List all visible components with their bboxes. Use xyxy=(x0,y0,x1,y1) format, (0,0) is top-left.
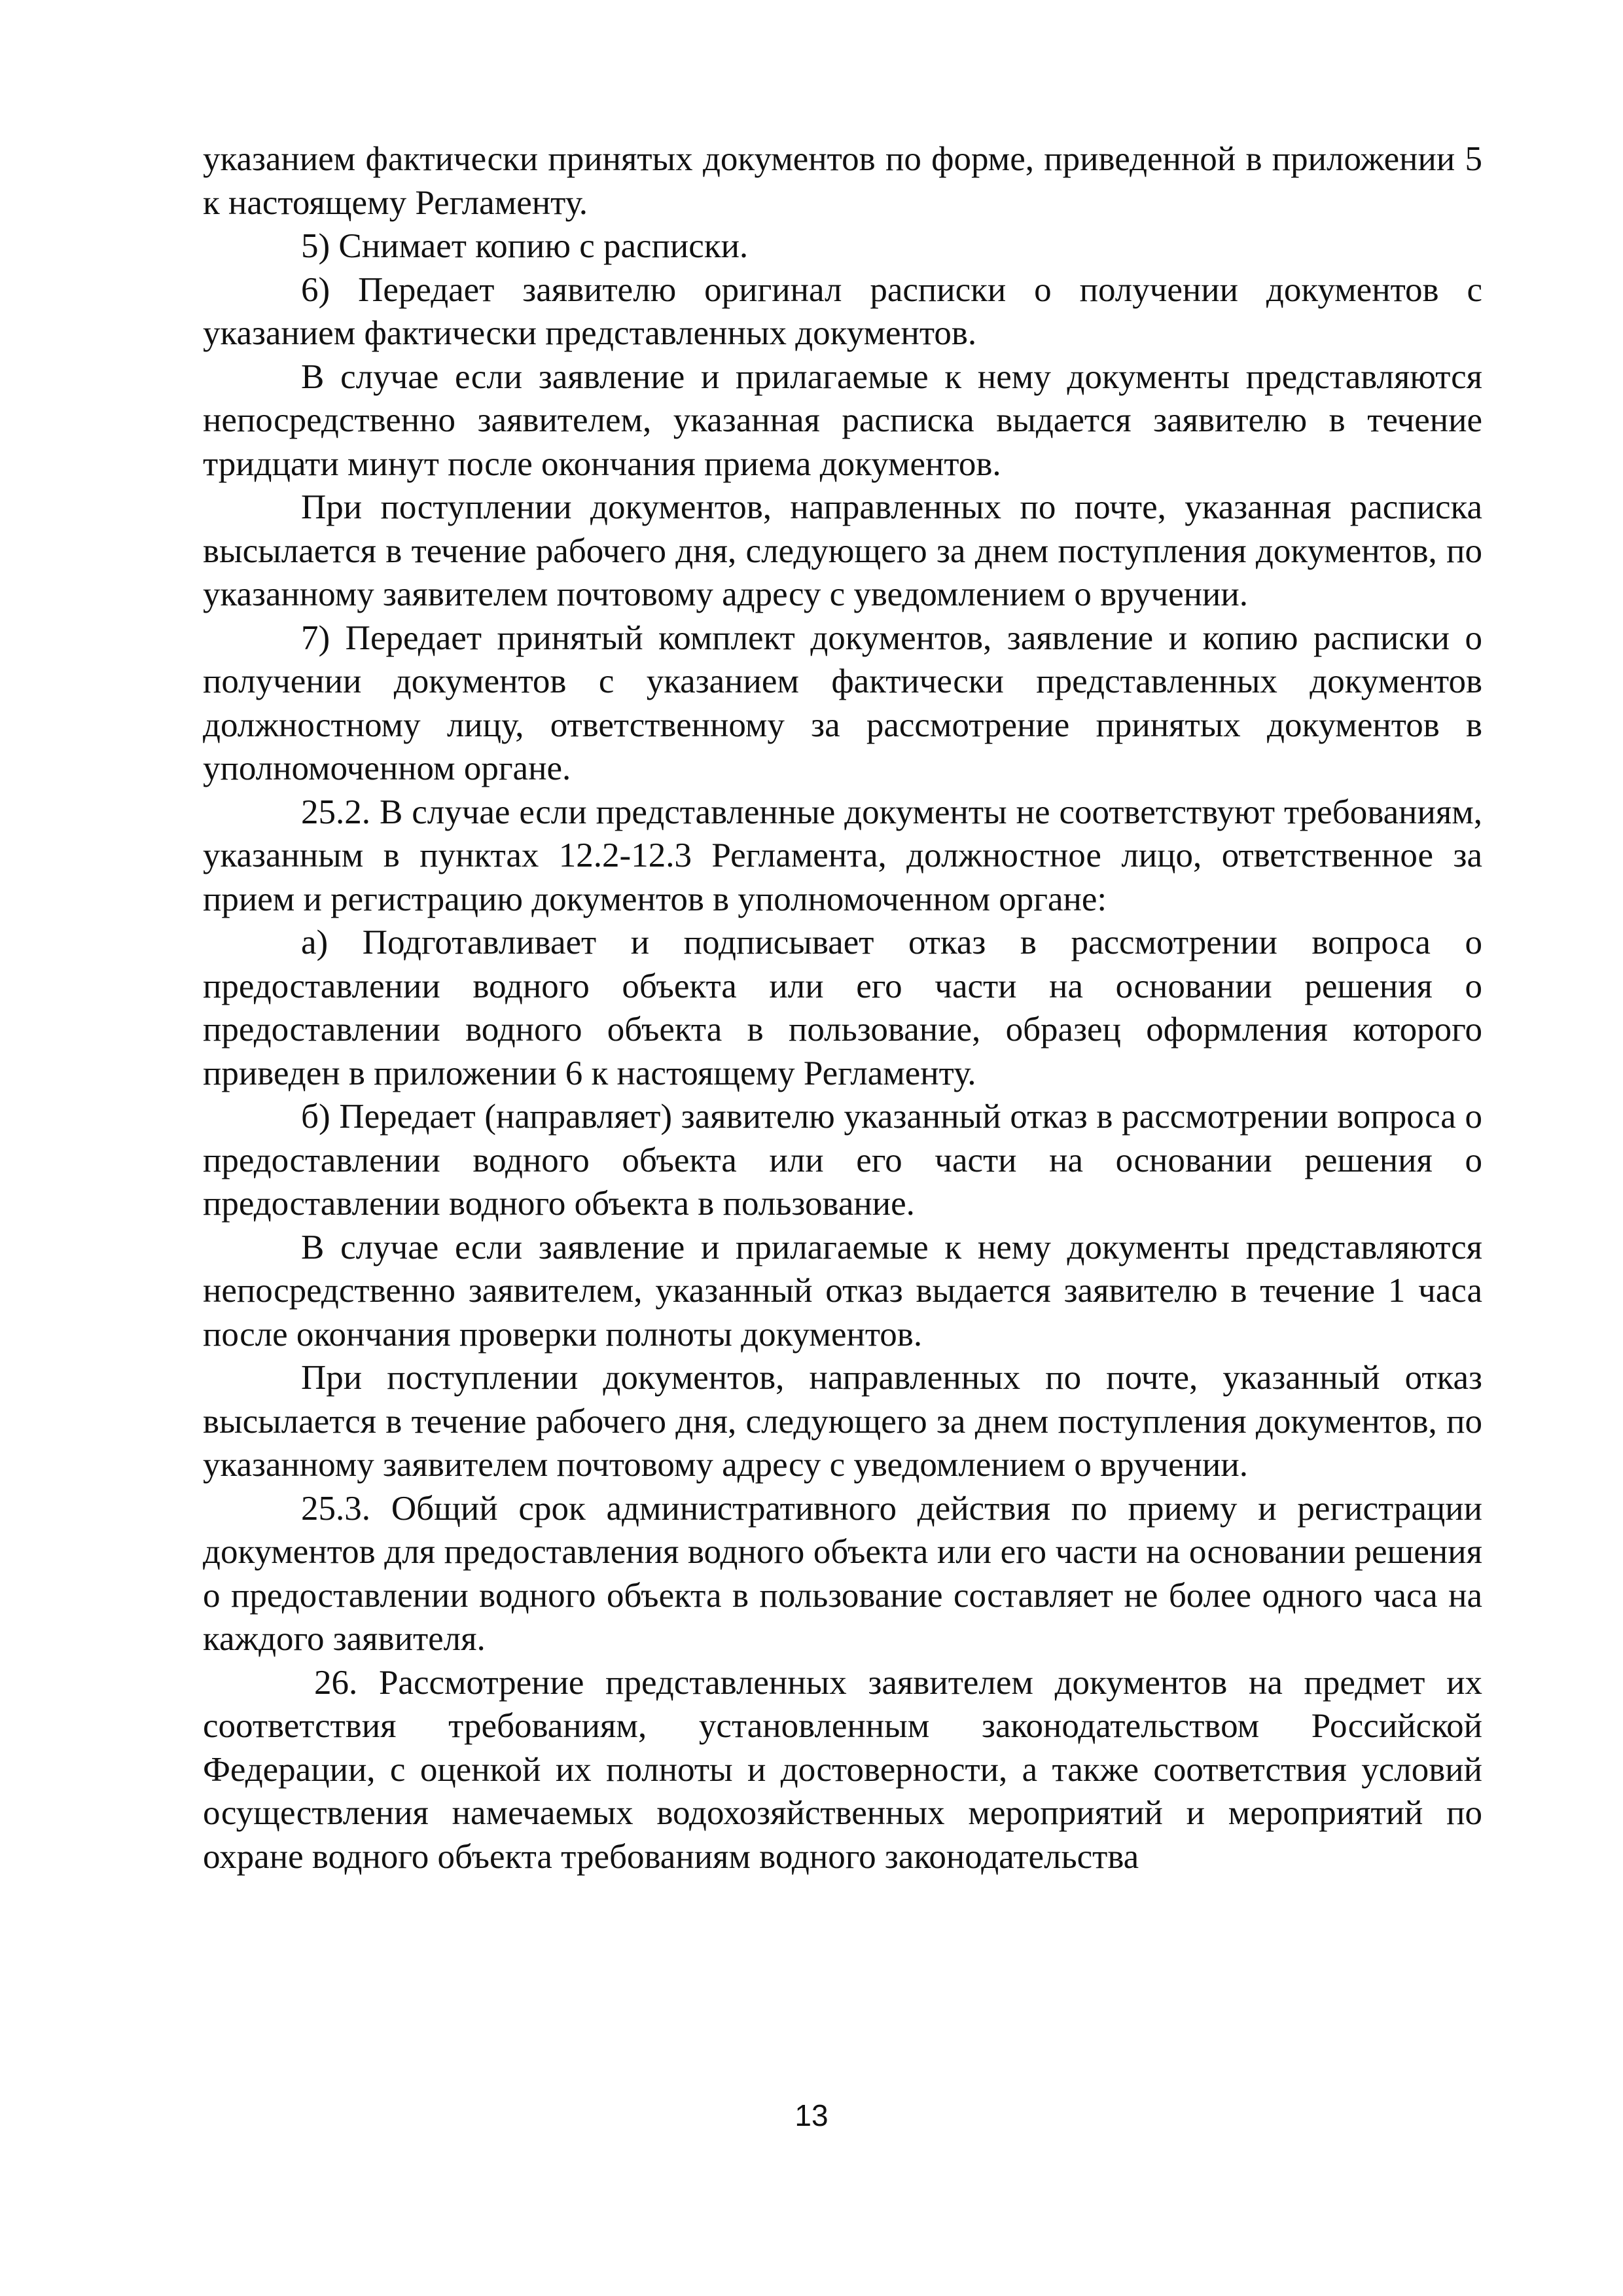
paragraph-item-6: 6) Передает заявителю оригинал расписки о получении документов с указанием фактически представленных документов. xyxy=(203,270,1482,352)
document-body xyxy=(203,137,1482,1878)
paragraph-item-7: 7) Передает принятый комплект документов, заявление и копию расписки о получении документов с указанием фактически представленных документов должностному лицу, ответственному за рассмотрение принятых документов в уполномоченном органе. xyxy=(203,619,1482,787)
paragraph-continuation: указанием фактически принятых документов по форме, приведенной в приложении 5 к настоящему Регламенту. xyxy=(203,140,1482,222)
paragraph-refusal-by-mail: При поступлении документов, направленных по почте, указанный отказ высылается в течение рабочего дня, следующего за днем поступления документов, по указанному заявителем почтовому адресу с уведомлением о вручении. xyxy=(203,1359,1482,1484)
paragraph-item-b: б) Передает (направляет) заявителю указанный отказ в рассмотрении вопроса о предоставлении водного объекта или его части на основании решения о предоставлении водного объекта в пользование. xyxy=(203,1098,1482,1223)
paragraph-section-25-3: 25.3. Общий срок административного действия по приему и регистрации документов для предоставления водного объекта или его части на основании решения о предоставлении водного объекта в пользование составляет не более одного часа на каждого заявителя. xyxy=(203,1489,1482,1658)
paragraph-refusal-in-person: В случае если заявление и прилагаемые к нему документы представляются непосредственно заявителем, указанный отказ выдается заявителю в течение 1 часа после окончания проверки полноты документов. xyxy=(203,1228,1482,1354)
paragraph-receipt-by-mail: При поступлении документов, направленных по почте, указанная расписка высылается в течение рабочего дня, следующего за днем поступления документов, по указанному заявителем почтовому адресу с уведомлением о вручении. xyxy=(203,488,1482,613)
paragraph-item-a: а) Подготавливает и подписывает отказ в рассмотрении вопроса о предоставлении водного объекта или его части на основании решения о предоставлении водного объекта в пользование, образец оформления которого приведен в приложении 6 к настоящему Регламенту. xyxy=(203,924,1482,1092)
paragraph-section-25-2: 25.2. В случае если представленные документы не соответствуют требованиям, указанным в пунктах 12.2-12.3 Регламента, должностное лицо, ответственное за прием и регистрацию документов в уполномоченном органе: xyxy=(203,793,1482,918)
paragraph-section-26: 26. Рассмотрение представленных заявителем документов на предмет их соответствия требованиям, установленным законодательством Российской Федерации, с оценкой их полноты и достоверности, а также соответствия условий осуществления намечаемых водохозяйственных мероприятий и мероприятий по охране водного объекта требованиям водного законодательства xyxy=(203,1663,1482,1876)
paragraph-item-5: 5) Снимает копию с расписки. xyxy=(301,227,749,265)
page-number: 13 xyxy=(794,2098,829,2132)
paragraph-receipt-in-person: В случае если заявление и прилагаемые к нему документы представляются непосредственно заявителем, указанная расписка выдается заявителю в течение тридцати минут после окончания приема документов. xyxy=(203,357,1482,483)
